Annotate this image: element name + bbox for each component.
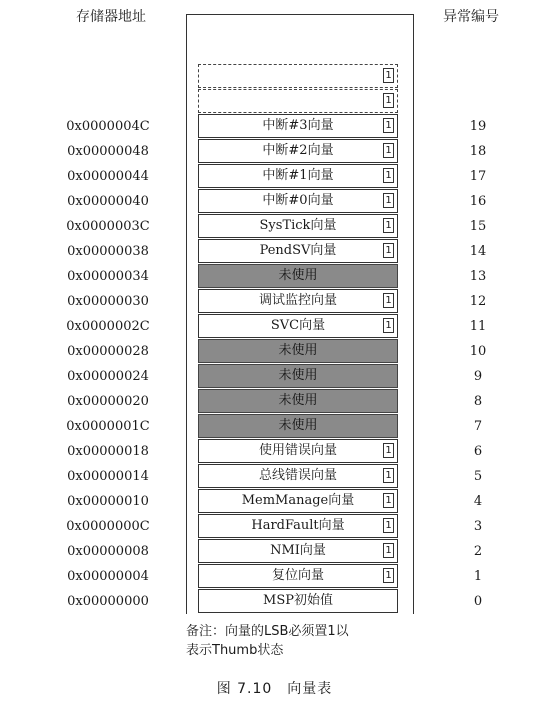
lsb-one-badge: 1 (383, 218, 394, 233)
memory-address: 0x00000004 (67, 569, 149, 584)
vector-cell (198, 439, 398, 463)
memory-address: 0x0000003C (66, 219, 150, 234)
vector-cell (198, 89, 398, 113)
memory-address: 0x0000001C (66, 419, 150, 434)
figure-caption: 图 7.10 向量表 (216, 681, 333, 697)
lsb-one-badge: 1 (383, 243, 394, 258)
memory-address: 0x0000004C (66, 119, 150, 134)
vector-cell (198, 114, 398, 138)
exception-number: 18 (469, 144, 487, 159)
lsb-one-badge: 1 (383, 68, 394, 83)
lsb-one-badge: 1 (383, 168, 394, 183)
unused-vector-cell (198, 364, 398, 388)
lsb-one-badge: 1 (383, 493, 394, 508)
vector-cell (198, 514, 398, 538)
memory-address (58, 89, 158, 114)
memory-address: 0x0000000C (66, 519, 150, 534)
vector-row (0, 214, 549, 239)
exception-number: 6 (473, 444, 483, 459)
exception-number: 7 (473, 419, 483, 434)
exception-number (460, 89, 496, 114)
vector-row (0, 339, 549, 364)
vector-label: SVC向量 (270, 318, 326, 333)
exception-number: 10 (469, 344, 487, 359)
memory-address: 0x00000030 (67, 294, 149, 309)
exception-number: 13 (469, 269, 487, 284)
address-column-header: 存储器地址 (76, 9, 146, 25)
note (186, 622, 426, 660)
exception-number: 2 (473, 544, 483, 559)
exception-number: 14 (469, 244, 487, 259)
vector-row (0, 589, 549, 614)
memory-address: 0x00000024 (67, 369, 149, 384)
lsb-one-badge: 1 (383, 293, 394, 308)
vector-label: MSP初始值 (263, 593, 333, 608)
lsb-one-badge: 1 (383, 443, 394, 458)
memory-address: 0x00000044 (67, 169, 149, 184)
vector-cell (198, 164, 398, 188)
lsb-one-badge: 1 (383, 518, 394, 533)
memory-address (58, 64, 158, 89)
unused-vector-cell (198, 389, 398, 413)
lsb-one-badge: 1 (383, 143, 394, 158)
lsb-one-badge: 1 (383, 93, 394, 108)
unused-vector-cell (198, 339, 398, 363)
vector-label: 未使用 (278, 343, 318, 358)
memory-address: 0x00000028 (67, 344, 149, 359)
vector-cell (198, 489, 398, 513)
vector-label: 未使用 (278, 368, 318, 383)
vector-row (0, 464, 549, 489)
memory-address: 0x00000040 (67, 194, 149, 209)
lsb-one-badge: 1 (383, 318, 394, 333)
memory-address: 0x00000010 (67, 494, 149, 509)
vector-label: PendSV向量 (259, 243, 337, 258)
lsb-one-badge: 1 (383, 568, 394, 583)
exception-number: 1 (473, 569, 483, 584)
vector-row (0, 139, 549, 164)
vector-label: 总线错误向量 (258, 468, 337, 483)
memory-address: 0x00000048 (67, 144, 149, 159)
exception-number: 4 (473, 494, 483, 509)
vector-cell (198, 564, 398, 588)
exception-number: 0 (473, 594, 483, 609)
note-line-1: 备注：向量的LSB必须置1以 (186, 624, 349, 639)
exception-number: 3 (473, 519, 483, 534)
exception-number: 17 (469, 169, 487, 184)
note-line-2: 表示Thumb状态 (186, 643, 284, 658)
exception-number: 15 (469, 219, 487, 234)
vector-row (0, 439, 549, 464)
vector-row (0, 164, 549, 189)
lsb-one-badge: 1 (383, 468, 394, 483)
exception-number: 19 (469, 119, 487, 134)
memory-address: 0x00000018 (67, 444, 149, 459)
exception-number: 5 (473, 469, 483, 484)
vector-cell (198, 589, 398, 613)
vector-row (0, 89, 549, 114)
vector-row (0, 564, 549, 589)
lsb-one-badge: 1 (383, 118, 394, 133)
vector-row (0, 264, 549, 289)
vector-label: 使用错误向量 (258, 443, 337, 458)
vector-row (0, 514, 549, 539)
vector-cell (198, 539, 398, 563)
unused-vector-cell (198, 414, 398, 438)
vector-cell (198, 139, 398, 163)
memory-address: 0x00000014 (67, 469, 149, 484)
vector-label: 未使用 (278, 393, 318, 408)
vector-row (0, 289, 549, 314)
exception-number: 11 (469, 319, 487, 334)
vector-row (0, 114, 549, 139)
unused-vector-cell (198, 264, 398, 288)
memory-address: 0x00000038 (67, 244, 149, 259)
memory-address: 0x00000020 (67, 394, 149, 409)
vector-row (0, 539, 549, 564)
vector-label: NMI向量 (270, 543, 326, 558)
exception-number: 9 (473, 369, 483, 384)
vector-label: SysTick向量 (259, 218, 337, 233)
vector-row (0, 489, 549, 514)
vector-label: 中断#1向量 (262, 168, 334, 183)
vector-row (0, 239, 549, 264)
vector-row (0, 314, 549, 339)
memory-address: 0x0000002C (66, 319, 150, 334)
vector-label: 未使用 (278, 268, 318, 283)
lsb-one-badge: 1 (383, 543, 394, 558)
vector-cell (198, 239, 398, 263)
vector-label: 调试监控向量 (258, 293, 337, 308)
vector-row (0, 189, 549, 214)
vector-cell (198, 214, 398, 238)
vector-row (0, 64, 549, 89)
memory-address: 0x00000008 (67, 544, 149, 559)
vector-label: MemManage向量 (241, 493, 355, 508)
exception-number: 12 (469, 294, 487, 309)
vector-cell (198, 314, 398, 338)
vector-label: HardFault向量 (251, 518, 345, 533)
lsb-one-badge: 1 (383, 193, 394, 208)
memory-address: 0x00000034 (67, 269, 149, 284)
exception-number: 8 (473, 394, 483, 409)
vector-label: 中断#2向量 (262, 143, 334, 158)
vector-label: 未使用 (278, 418, 318, 433)
vector-cell (198, 189, 398, 213)
vector-label: 复位向量 (271, 568, 324, 583)
vector-label: 中断#3向量 (262, 118, 334, 133)
vector-row (0, 414, 549, 439)
vector-cell (198, 289, 398, 313)
vector-label: 中断#0向量 (262, 193, 334, 208)
vector-row (0, 364, 549, 389)
exception-number-column-header: 异常编号 (443, 9, 499, 25)
vector-cell (198, 464, 398, 488)
memory-address: 0x00000000 (67, 594, 149, 609)
vector-cell (198, 64, 398, 88)
vector-row (0, 389, 549, 414)
exception-number: 16 (469, 194, 487, 209)
exception-number (460, 64, 496, 89)
